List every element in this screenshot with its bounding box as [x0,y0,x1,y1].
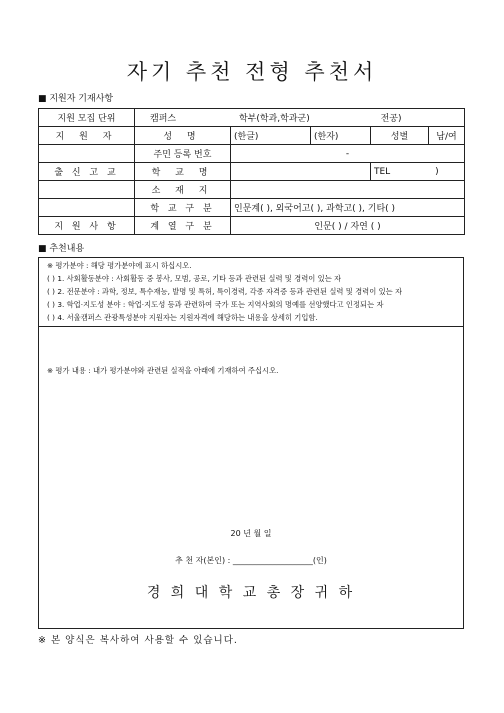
school-type-field[interactable]: 인문계( ), 외국어고( ), 과학고( ), 기타( ) [231,199,465,217]
divider [39,326,463,327]
eval-option-1[interactable]: ( ) 1. 사회활동분야 : 사회활동 중 봉사, 모범, 공로, 기타 등과 관련된 실력 및 경력이 있는 자 [47,274,342,283]
field-value[interactable]: 인문( ) / 자연 ( ) [231,217,465,235]
location-label: 소 재 지 [135,181,231,199]
gender-label: 성별 [371,127,429,145]
applicant-info-table [38,108,465,235]
unit-label: 지원 모집 단위 [39,109,135,127]
eval-option-4[interactable]: ( ) 4. 서울캠퍼스 관광특성분야 지원자는 지원자격에 해당하는 내용을 상세히 기입함. [47,313,318,322]
applicant-label: 지 원 자 [39,127,135,145]
recommendation-box [38,257,464,629]
field-label: 계 열 구 분 [135,217,231,235]
campus-text: 캠퍼스 [150,114,177,124]
date-line[interactable]: 20 년 월 일 [230,529,272,538]
tel-paren: ) [435,166,439,177]
location-field[interactable] [231,181,465,199]
section-applicant-heading: ■ 지원자 기재사항 [38,94,114,104]
eval-content-note: ※ 평가 내용 : 내가 평가분야와 관련된 실적을 아래에 기재하여 주십시오. [47,366,279,375]
eval-option-3[interactable]: ( ) 3. 학업·지도성 분야 : 학업·지도성 등과 관련하여 국가 또는 지역사회의 명예를 선양했다고 인정되는 자 [47,300,384,309]
applicant-blank [39,145,135,163]
school-type-label: 학 교 구 분 [135,199,231,217]
resident-label: 주민 등록 번호 [135,145,231,163]
tel-field[interactable] [371,163,465,181]
name-label: 성 명 [135,127,231,145]
resident-field[interactable]: - [231,145,465,163]
signer-line[interactable]: 추 천 자(본인) : ____________________(인) [175,556,327,565]
gender-field[interactable]: 남/여 [429,127,465,145]
name-hanja-field[interactable]: (한자) [311,127,371,145]
page-title: 자기 추천 전형 추천서 [126,60,378,84]
major-text: 전공) [380,114,402,124]
dept-text: 학부(학과,학과군) [238,114,310,124]
school-name-label: 학 교 명 [135,163,231,181]
school-blank-1 [39,181,135,199]
tel-label: TEL [374,166,391,177]
support-label: 지 원 사 항 [39,217,135,235]
eval-option-2[interactable]: ( ) 2. 전문분야 : 과학, 정보, 특수재능, 발명 및 특허, 특이경력, 각종 자격증 등과 관련된 실력 및 경력이 있는 자 [47,287,403,296]
eval-content-area[interactable] [39,380,463,520]
section-recommend-heading: ■ 추천내용 [38,244,85,254]
school-label: 출 신 고 교 [39,163,135,181]
name-korean-field[interactable]: (한글) [231,127,311,145]
school-name-field[interactable] [231,163,371,181]
unit-field[interactable] [135,109,465,127]
footer-note: ※ 본 양식은 복사하여 사용할 수 있습니다. [38,635,238,646]
addressee: 경 희 대 학 교 총 장 귀 하 [146,585,356,601]
school-blank-2 [39,199,135,217]
eval-field-note: ※ 평가분야 : 해당 평가분야에 표시 하십시오. [47,261,192,270]
